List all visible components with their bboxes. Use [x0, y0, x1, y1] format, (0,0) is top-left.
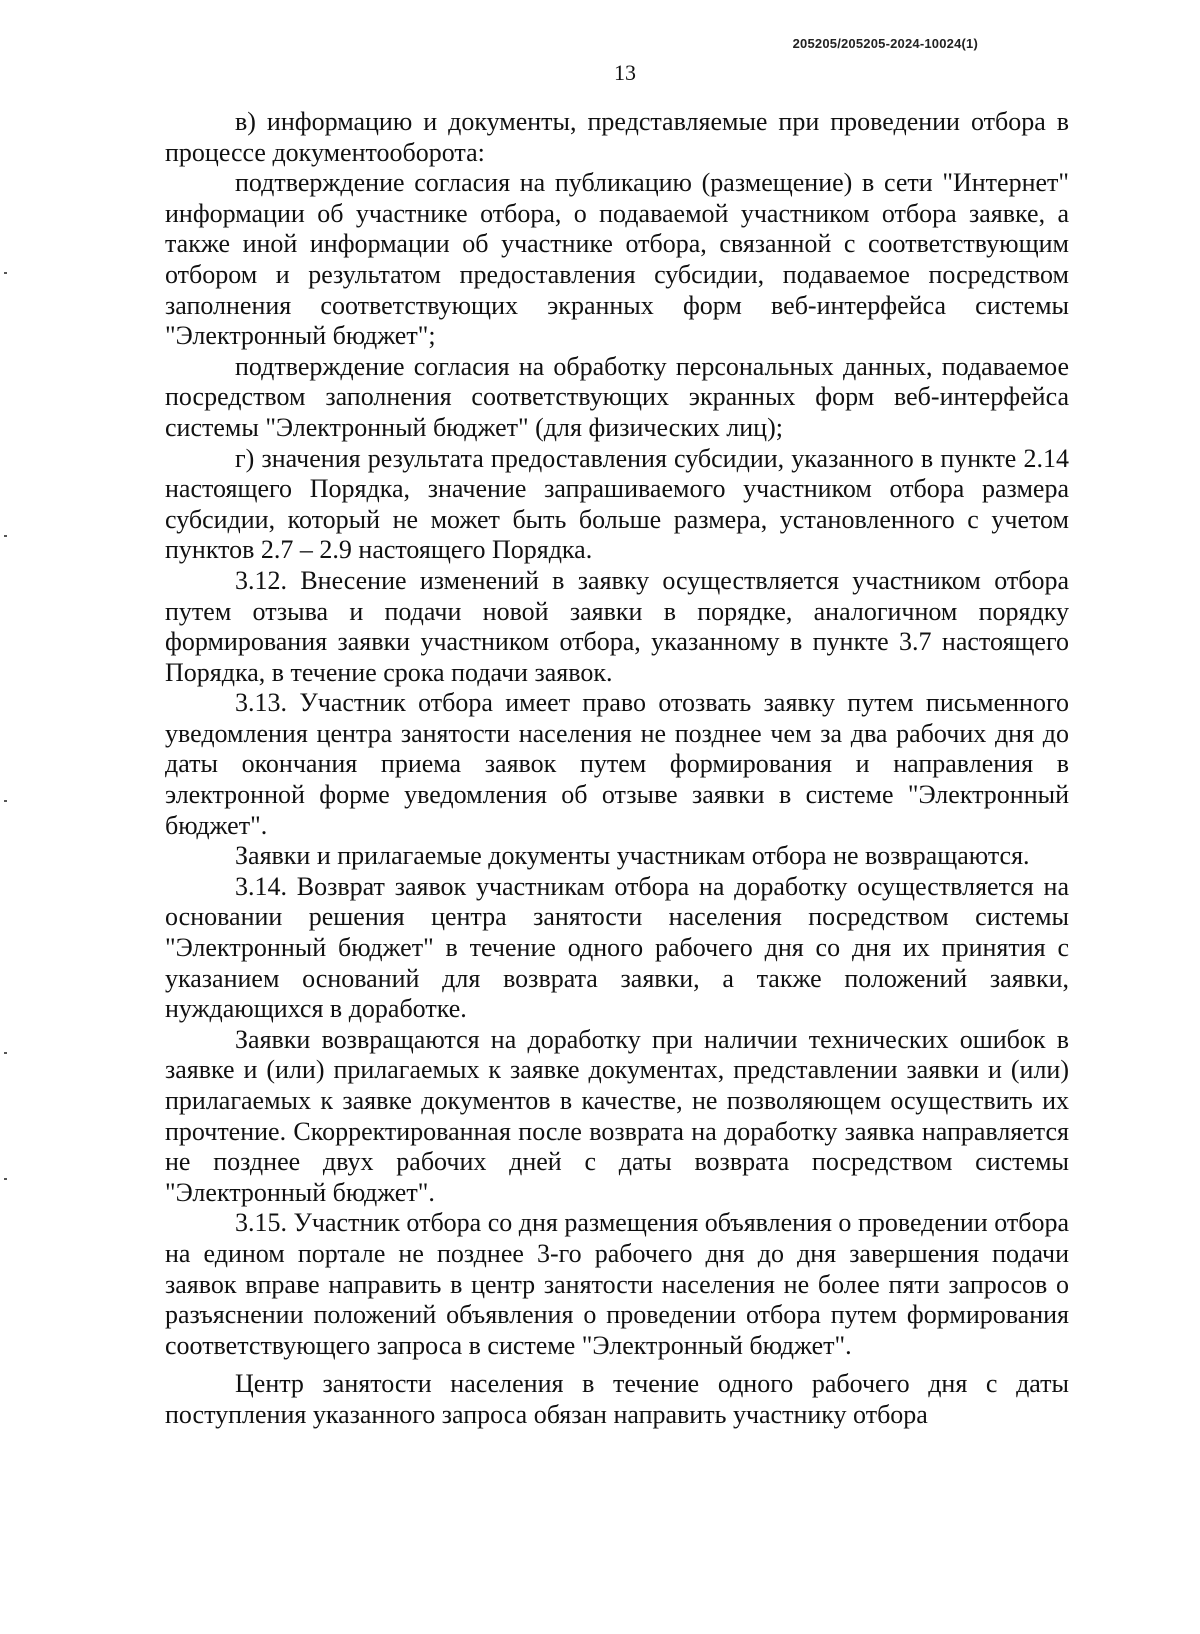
- paragraph-not-returned: Заявки и прилагаемые документы участникам отбора не возвращаются.: [235, 841, 1030, 871]
- paragraph-consent-publication: подтверждение согласия на публикацию (размещение) в сети "Интернет" информации об участнике отбора, о подаваемой участником отбора заявке, а также иной информации об участнике отбора, связанной с соответствующим отбором и результатом предоставления субсидии, подаваемое посредством заполнения соответствующих экранных форм веб-интерфейса системы "Электронный бюджет";: [165, 168, 1069, 351]
- scan-mark: [4, 800, 7, 802]
- document-body: [165, 107, 1069, 1431]
- paragraph-3-12: 3.12. Внесение изменений в заявку осуществляется участником отбора путем отзыва и подачи новой заявки в порядке, аналогичном порядку формирования заявки участником отбора, указанному в пункте 3.7 настоящего Порядка, в течение срока подачи заявок.: [165, 565, 1069, 687]
- document-id: 205205/205205-2024-10024(1): [792, 36, 978, 51]
- scan-mark: [4, 1178, 7, 1180]
- scan-mark: [4, 535, 7, 537]
- paragraph-v: в) информацию и документы, представляемые при проведении отбора в процессе документооборота:: [165, 107, 1069, 167]
- paragraph-3-14: 3.14. Возврат заявок участникам отбора на доработку осуществляется на основании решения центра занятости населения посредством системы "Электронный бюджет" в течение одного рабочего дня со дня их принятия с указанием оснований для возврата заявки, а также положений заявки, нуждающихся в доработке.: [165, 871, 1069, 1024]
- scan-mark: [4, 1052, 7, 1054]
- paragraph-g: г) значения результата предоставления субсидии, указанного в пункте 2.14 настоящего Порядка, значение запрашиваемого участником отбора размера субсидии, который не может быть больше размера, установленного с учетом пунктов 2.7 – 2.9 настоящего Порядка.: [165, 443, 1069, 565]
- paragraph-consent-personal-data: подтверждение согласия на обработку персональных данных, подаваемое посредством заполнения соответствующих экранных форм веб-интерфейса системы "Электронный бюджет" (для физических лиц);: [165, 351, 1069, 442]
- paragraph-3-13: 3.13. Участник отбора имеет право отозвать заявку путем письменного уведомления центра занятости населения не позднее чем за два рабочих дня до даты окончания приема заявок путем формирования и направления в электронной форме уведомления об отзыве заявки в системе "Электронный бюджет".: [165, 688, 1069, 840]
- paragraph-employment-center: Центр занятости населения в течение одного рабочего дня с даты поступления указанного запроса обязан направить участнику отбора: [165, 1369, 1069, 1429]
- scan-mark: [4, 272, 7, 274]
- paragraph-returned-for-revision: Заявки возвращаются на доработку при наличии технических ошибок в заявке и (или) прилагаемых к заявке документах, представлении заявки и (или) прилагаемых к заявке документов в качестве, не позволяющем осуществить их прочтение. Скорректированная после возврата на доработку заявка направляется не позднее двух рабочих дней с даты возврата посредством системы "Электронный бюджет".: [165, 1024, 1069, 1207]
- page-number: 13: [614, 60, 636, 85]
- paragraph-3-15: 3.15. Участник отбора со дня размещения объявления о проведении отбора на едином портале не позднее 3-го рабочего дня до дня завершения подачи заявок вправе направить в центр занятости населения не более пяти запросов о разъяснении положений объявления о проведении отбора путем формирования соответствующего запроса в системе "Электронный бюджет".: [165, 1208, 1069, 1360]
